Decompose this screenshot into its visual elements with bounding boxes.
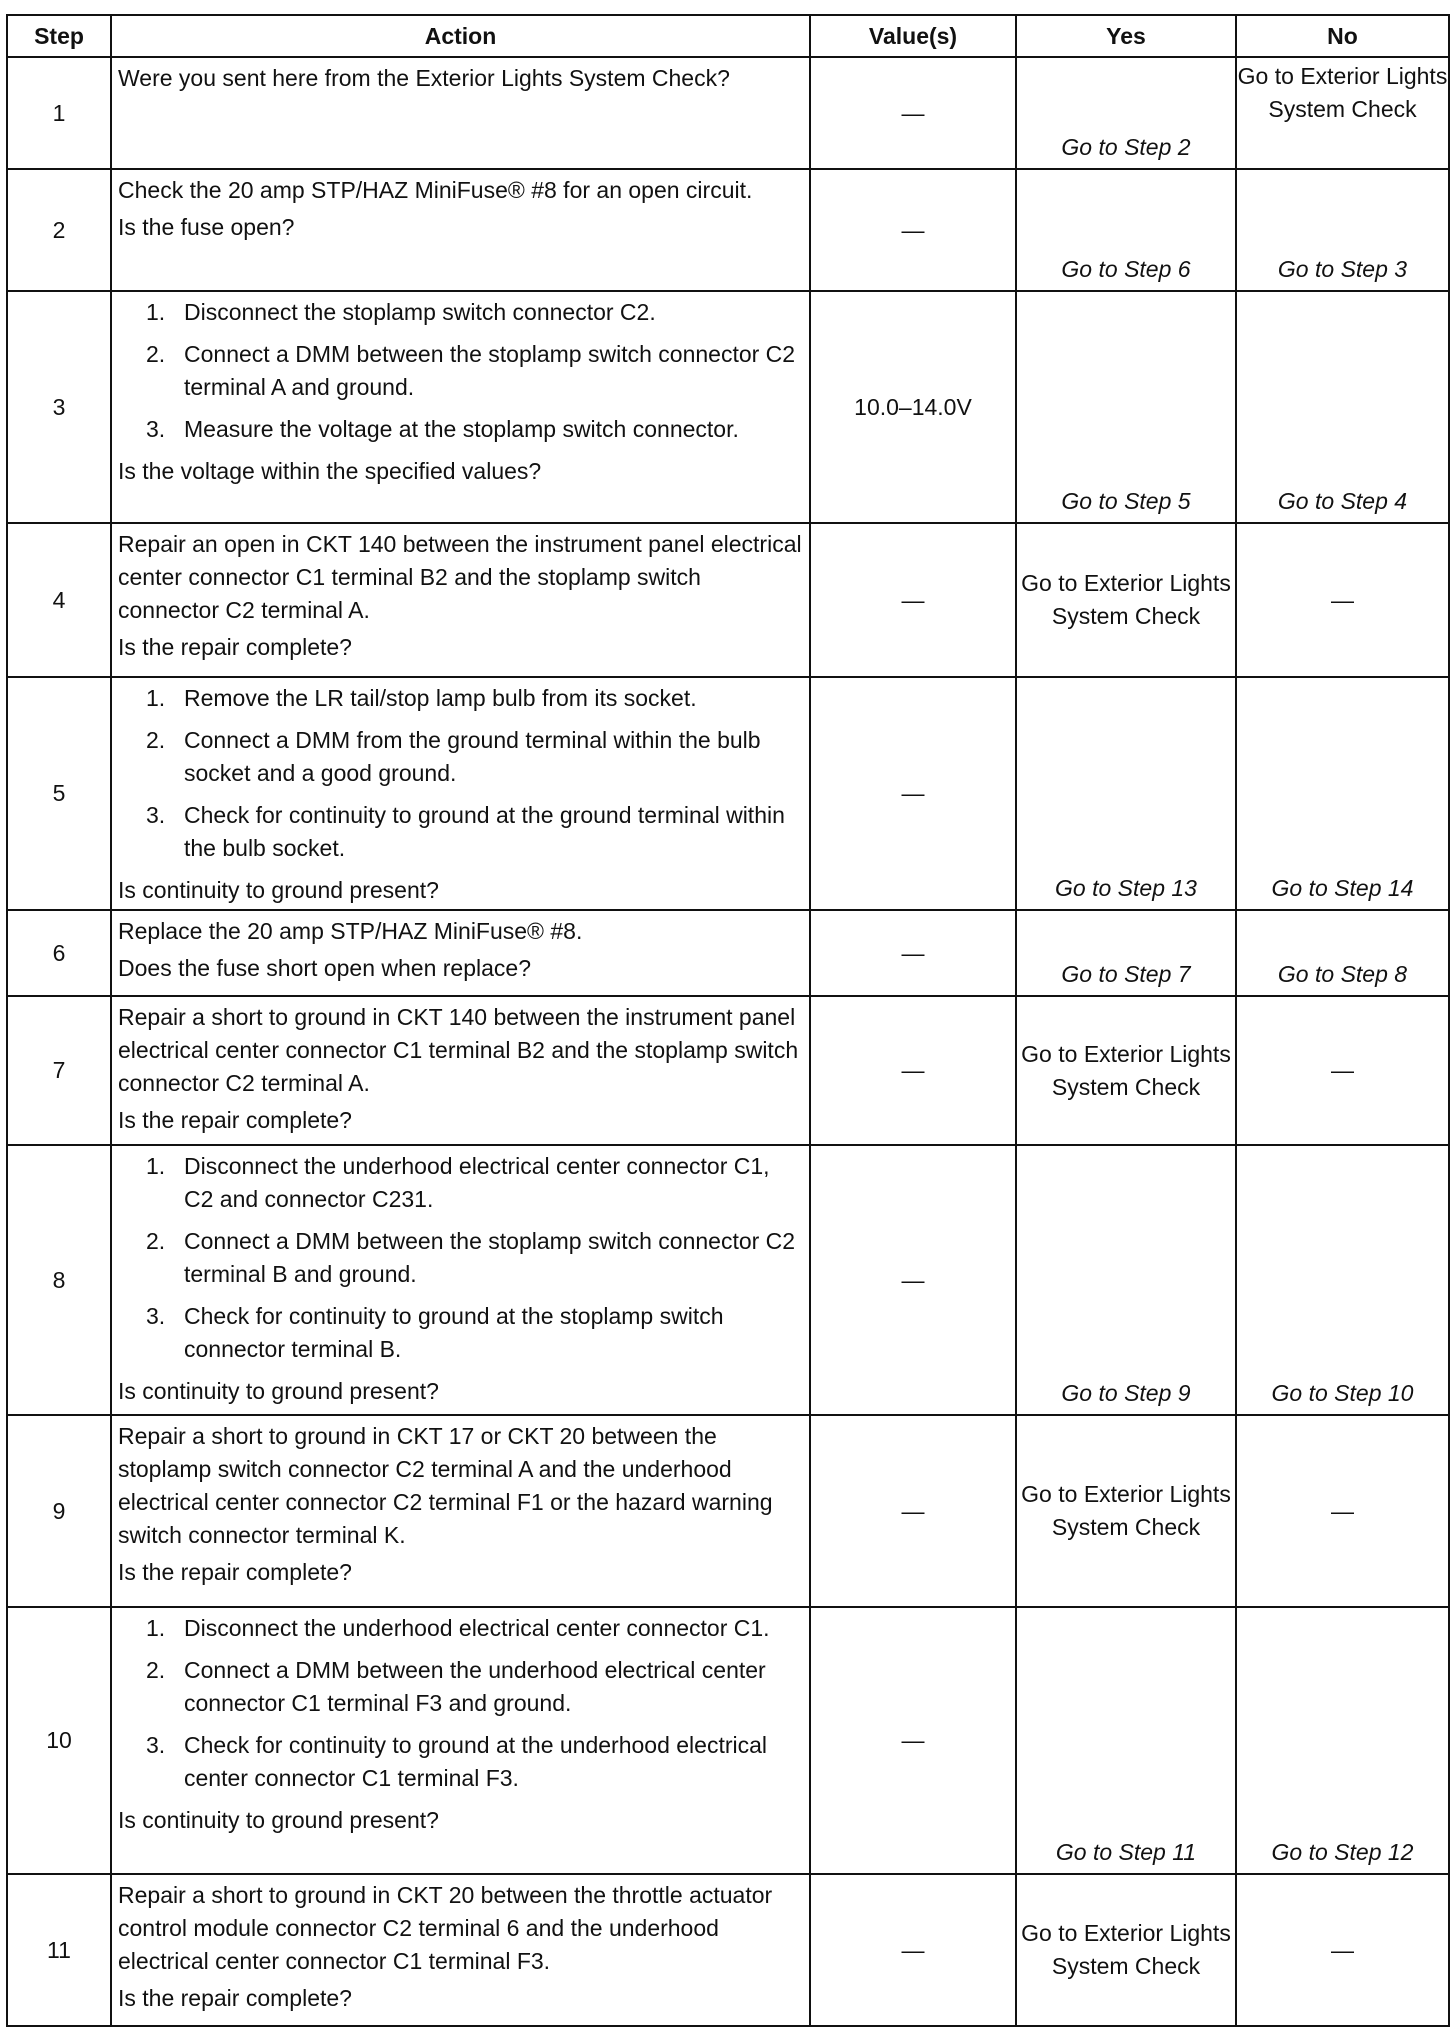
no-cell bbox=[1236, 996, 1449, 1145]
no-text: Go to Step 8 bbox=[1277, 961, 1408, 987]
action-question: Is continuity to ground present? bbox=[118, 1807, 439, 1833]
action-step-text: Check for continuity to ground at the ground terminal within the bulb socket. bbox=[184, 802, 785, 861]
action-step-text: Connect a DMM from the ground terminal within the bulb socket and a good ground. bbox=[184, 727, 761, 786]
action-steps bbox=[118, 1612, 803, 1795]
action-text: Repair a short to ground in CKT 140 between the instrument panel electrical center connector C1 terminal B2 and the stoplamp switch connector C2 terminal A. bbox=[118, 1004, 799, 1096]
yes-text: Go to Step 5 bbox=[1061, 488, 1191, 514]
action-cell bbox=[111, 1145, 810, 1415]
yes-content bbox=[1017, 1416, 1235, 1606]
header-step: Step bbox=[7, 15, 111, 57]
action-question: Is the repair complete? bbox=[118, 1107, 352, 1133]
action-question: Does the fuse short open when replace? bbox=[118, 955, 531, 981]
yes-cell bbox=[1016, 910, 1236, 996]
table-row bbox=[7, 523, 1449, 677]
yes-content bbox=[1017, 292, 1235, 522]
action-step bbox=[146, 724, 803, 790]
action-step bbox=[146, 1654, 803, 1720]
action-step-number: 2. bbox=[146, 341, 166, 367]
action-steps bbox=[118, 296, 803, 446]
no-cell bbox=[1236, 1607, 1449, 1874]
table-row bbox=[7, 996, 1449, 1145]
yes-cell bbox=[1016, 523, 1236, 677]
step-number: 6 bbox=[7, 910, 111, 996]
no-content bbox=[1237, 292, 1448, 522]
action-question: Is the repair complete? bbox=[118, 1985, 352, 2011]
header-action: Action bbox=[111, 15, 810, 57]
value-cell: — bbox=[810, 910, 1016, 996]
action-text: Were you sent here from the Exterior Lights System Check? bbox=[118, 65, 730, 91]
no-text: Go to Step 14 bbox=[1271, 875, 1414, 901]
action-cell bbox=[111, 523, 810, 677]
no-text: — bbox=[1331, 1936, 1354, 1963]
no-text: Go to Step 10 bbox=[1271, 1380, 1414, 1406]
yes-cell bbox=[1016, 1607, 1236, 1874]
no-content bbox=[1237, 678, 1448, 909]
yes-cell bbox=[1016, 1145, 1236, 1415]
table-row bbox=[7, 1874, 1449, 2026]
action-text: Replace the 20 amp STP/HAZ MiniFuse® #8. bbox=[118, 918, 583, 944]
action-steps bbox=[118, 682, 803, 865]
yes-text: Go to Step 11 bbox=[1055, 1839, 1197, 1865]
action-question: Is the repair complete? bbox=[118, 634, 352, 660]
table-row bbox=[7, 1145, 1449, 1415]
yes-content bbox=[1017, 678, 1235, 909]
action-step-number: 2. bbox=[146, 1228, 166, 1254]
action-cell bbox=[111, 996, 810, 1145]
action-question: Is the fuse open? bbox=[118, 214, 295, 240]
table-row bbox=[7, 1415, 1449, 1607]
yes-cell bbox=[1016, 1874, 1236, 2026]
action-step bbox=[146, 682, 803, 715]
no-content bbox=[1237, 1146, 1448, 1414]
value-cell: 10.0–14.0V bbox=[810, 291, 1016, 523]
no-content bbox=[1237, 1416, 1448, 1606]
action-step-text: Measure the voltage at the stoplamp switch connector. bbox=[184, 416, 739, 442]
action-step-number: 1. bbox=[146, 299, 166, 325]
no-cell bbox=[1236, 677, 1449, 910]
action-step-text: Connect a DMM between the stoplamp switch connector C2 terminal A and ground. bbox=[184, 341, 796, 400]
no-cell bbox=[1236, 1415, 1449, 1607]
step-number: 8 bbox=[7, 1145, 111, 1415]
no-content bbox=[1237, 58, 1448, 168]
yes-text: Go to Exterior Lights System Check bbox=[1021, 1920, 1231, 1979]
action-step-text: Check for continuity to ground at the stoplamp switch connector terminal B. bbox=[184, 1303, 724, 1362]
step-number: 1 bbox=[7, 57, 111, 169]
action-cell bbox=[111, 1415, 810, 1607]
table-row bbox=[7, 1607, 1449, 1874]
action-step bbox=[146, 1300, 803, 1366]
header-no: No bbox=[1236, 15, 1449, 57]
action-step bbox=[146, 799, 803, 865]
action-step-number: 1. bbox=[146, 1153, 166, 1179]
step-number: 9 bbox=[7, 1415, 111, 1607]
action-step-number: 3. bbox=[146, 802, 166, 828]
no-content bbox=[1237, 1608, 1448, 1873]
no-text: — bbox=[1331, 1057, 1354, 1083]
no-cell bbox=[1236, 169, 1449, 291]
header-yes: Yes bbox=[1016, 15, 1236, 57]
no-text: Go to Exterior Lights System Check bbox=[1237, 63, 1448, 122]
yes-text: Go to Step 9 bbox=[1061, 1380, 1191, 1406]
action-cell bbox=[111, 291, 810, 523]
yes-text: Go to Exterior Lights System Check bbox=[1021, 570, 1231, 629]
table-row bbox=[7, 291, 1449, 523]
action-step-text: Disconnect the underhood electrical center connector C1. bbox=[184, 1615, 770, 1641]
action-step bbox=[146, 413, 803, 446]
step-number: 11 bbox=[7, 1874, 111, 2026]
action-cell bbox=[111, 1874, 810, 2026]
no-cell bbox=[1236, 910, 1449, 996]
step-number: 10 bbox=[7, 1607, 111, 1874]
header-values: Value(s) bbox=[810, 15, 1016, 57]
action-text: Repair an open in CKT 140 between the instrument panel electrical center connector C1 terminal B2 and the stoplamp switch connector C2 terminal A. bbox=[118, 531, 802, 623]
action-step-number: 2. bbox=[146, 1657, 166, 1683]
step-number: 3 bbox=[7, 291, 111, 523]
action-text: Repair a short to ground in CKT 17 or CKT 20 between the stoplamp switch connector C2 terminal A and the underhood electrical center connector C2 terminal F1 or the hazard warning switch connector terminal K. bbox=[118, 1423, 773, 1548]
no-content bbox=[1237, 170, 1448, 290]
action-question: Is the repair complete? bbox=[118, 1559, 352, 1585]
yes-content bbox=[1017, 911, 1235, 995]
yes-text: Go to Exterior Lights System Check bbox=[1021, 1481, 1231, 1540]
action-cell bbox=[111, 57, 810, 169]
yes-cell bbox=[1016, 677, 1236, 910]
action-cell bbox=[111, 169, 810, 291]
action-step bbox=[146, 1729, 803, 1795]
no-cell bbox=[1236, 1874, 1449, 2026]
action-text: Repair a short to ground in CKT 20 between the throttle actuator control module connector C2 terminal 6 and the underhood electrical center connector C1 terminal F3. bbox=[118, 1882, 773, 1974]
yes-content bbox=[1017, 1146, 1235, 1414]
yes-text: Go to Step 13 bbox=[1055, 875, 1197, 901]
no-text: — bbox=[1331, 1497, 1354, 1524]
action-question: Is the voltage within the specified values? bbox=[118, 458, 542, 484]
action-question: Is continuity to ground present? bbox=[118, 1378, 439, 1404]
value-cell: — bbox=[810, 677, 1016, 910]
value-cell: — bbox=[810, 1874, 1016, 2026]
action-step-text: Connect a DMM between the stoplamp switch connector C2 terminal B and ground. bbox=[184, 1228, 796, 1287]
no-cell bbox=[1236, 523, 1449, 677]
yes-cell bbox=[1016, 169, 1236, 291]
action-text: Check the 20 amp STP/HAZ MiniFuse® #8 for an open circuit. bbox=[118, 177, 753, 203]
step-number: 5 bbox=[7, 677, 111, 910]
action-step-number: 1. bbox=[146, 685, 166, 711]
value-cell: — bbox=[810, 169, 1016, 291]
action-step bbox=[146, 338, 803, 404]
no-cell bbox=[1236, 1145, 1449, 1415]
no-content bbox=[1237, 524, 1448, 676]
action-step-text: Connect a DMM between the underhood electrical center connector C1 terminal F3 and ground. bbox=[184, 1657, 766, 1716]
yes-text: Go to Step 7 bbox=[1061, 961, 1191, 987]
action-step-number: 1. bbox=[146, 1615, 166, 1641]
action-question: Is continuity to ground present? bbox=[118, 877, 439, 903]
diagnostic-table bbox=[6, 14, 1450, 2027]
action-step bbox=[146, 296, 803, 329]
action-step-text: Disconnect the underhood electrical center connector C1, C2 and connector C231. bbox=[184, 1153, 770, 1212]
yes-text: Go to Exterior Lights System Check bbox=[1021, 1040, 1231, 1100]
yes-cell bbox=[1016, 1415, 1236, 1607]
action-step-number: 2. bbox=[146, 727, 166, 753]
yes-content bbox=[1017, 524, 1235, 676]
table-row bbox=[7, 677, 1449, 910]
action-step bbox=[146, 1150, 803, 1216]
header-row bbox=[7, 15, 1449, 57]
yes-cell bbox=[1016, 57, 1236, 169]
no-text: Go to Step 12 bbox=[1271, 1839, 1414, 1865]
action-step-number: 3. bbox=[146, 1303, 166, 1329]
yes-content bbox=[1017, 170, 1235, 290]
action-cell bbox=[111, 910, 810, 996]
action-step-text: Disconnect the stoplamp switch connector C2. bbox=[184, 299, 656, 325]
value-cell: — bbox=[810, 1607, 1016, 1874]
yes-content bbox=[1017, 1875, 1235, 2025]
no-cell bbox=[1236, 57, 1449, 169]
action-step-number: 3. bbox=[146, 416, 166, 442]
yes-content bbox=[1017, 997, 1235, 1144]
value-cell: — bbox=[810, 57, 1016, 169]
value-cell: — bbox=[810, 996, 1016, 1145]
yes-content bbox=[1017, 1608, 1235, 1873]
action-step-text: Check for continuity to ground at the underhood electrical center connector C1 terminal F3. bbox=[184, 1732, 768, 1791]
no-content bbox=[1237, 911, 1448, 995]
action-step bbox=[146, 1225, 803, 1291]
value-cell: — bbox=[810, 1145, 1016, 1415]
table-row bbox=[7, 910, 1449, 996]
yes-cell bbox=[1016, 291, 1236, 523]
step-number: 4 bbox=[7, 523, 111, 677]
no-content bbox=[1237, 997, 1448, 1144]
yes-text: Go to Step 2 bbox=[1061, 134, 1191, 160]
step-number: 2 bbox=[7, 169, 111, 291]
yes-text: Go to Step 6 bbox=[1061, 256, 1191, 282]
no-text: — bbox=[1331, 586, 1354, 613]
action-steps bbox=[118, 1150, 803, 1366]
action-step-text: Remove the LR tail/stop lamp bulb from its socket. bbox=[184, 685, 697, 711]
no-cell bbox=[1236, 291, 1449, 523]
value-cell: — bbox=[810, 523, 1016, 677]
table-row bbox=[7, 57, 1449, 169]
value-cell: — bbox=[810, 1415, 1016, 1607]
action-cell bbox=[111, 1607, 810, 1874]
action-step bbox=[146, 1612, 803, 1645]
action-step-number: 3. bbox=[146, 1732, 166, 1758]
step-number: 7 bbox=[7, 996, 111, 1145]
yes-cell bbox=[1016, 996, 1236, 1145]
action-cell bbox=[111, 677, 810, 910]
table-row bbox=[7, 169, 1449, 291]
no-text: Go to Step 4 bbox=[1277, 488, 1408, 514]
no-text: Go to Step 3 bbox=[1277, 256, 1408, 282]
yes-content bbox=[1017, 58, 1235, 168]
no-content bbox=[1237, 1875, 1448, 2025]
